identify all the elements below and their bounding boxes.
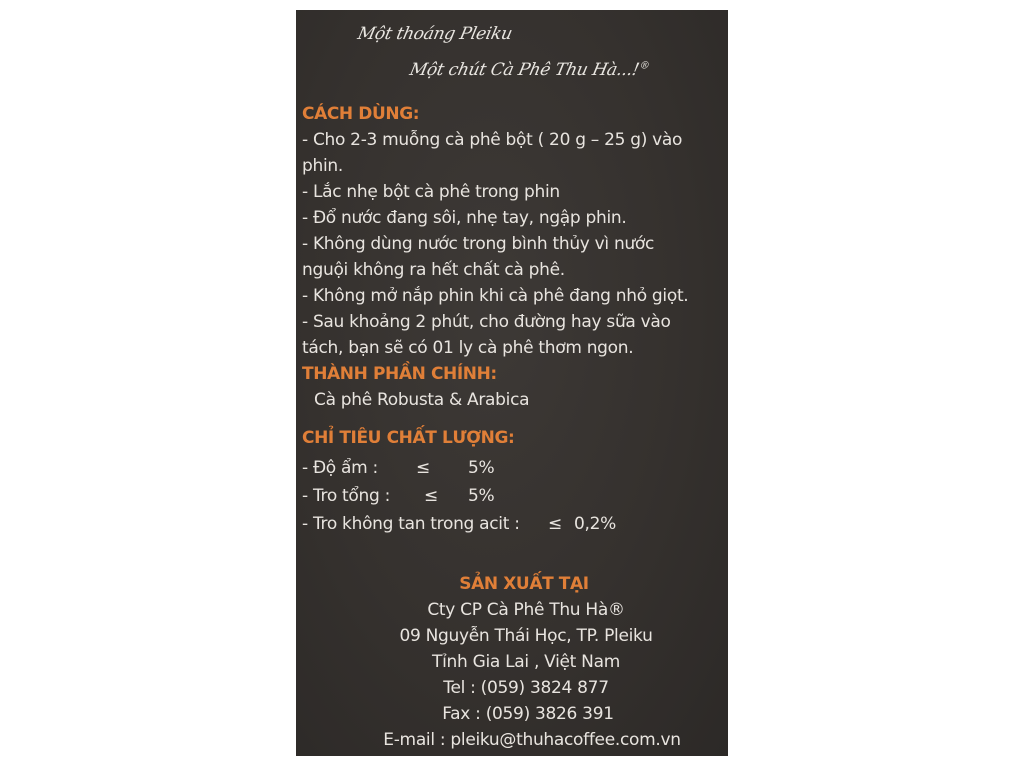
producer-province: Tỉnh Gia Lai , Việt Nam	[432, 652, 620, 672]
quality-value-insoluble-ash: 0,2%	[574, 514, 616, 534]
usage-line: - Không mở nắp phin khi cà phê đang nhỏ giọt.	[302, 286, 689, 306]
quality-label-insoluble-ash: - Tro không tan trong acit :	[302, 514, 520, 534]
usage-line: - Cho 2-3 muỗng cà phê bột ( 20 g – 25 g) vào	[302, 130, 683, 150]
producer-address: 09 Nguyễn Thái Học, TP. Pleiku	[399, 626, 653, 646]
quality-value-ash: 5%	[468, 486, 495, 506]
slogan-line-2-text: Một chút Cà Phê Thu Hà...!	[407, 60, 641, 80]
producer-company: Cty CP Cà Phê Thu Hà®	[427, 600, 625, 620]
usage-heading: CÁCH DÙNG:	[302, 104, 420, 124]
usage-line: - Không dùng nước trong bình thủy vì nước	[302, 234, 655, 254]
producer-email: E-mail : pleiku@thuhacoffee.com.vn	[383, 730, 681, 750]
ingredients-value: Cà phê Robusta & Arabica	[314, 390, 530, 410]
quality-sign-moisture: ≤	[416, 458, 430, 478]
usage-line: - Sau khoảng 2 phút, cho đường hay sữa vào	[302, 312, 671, 332]
quality-sign-insoluble-ash: ≤	[548, 514, 562, 534]
usage-line: nguội không ra hết chất cà phê.	[302, 260, 565, 280]
slogan-line-1: Một thoáng Pleiku	[355, 24, 514, 44]
quality-label-moisture: - Độ ẩm :	[302, 458, 378, 478]
ingredients-heading: THÀNH PHẦN CHÍNH:	[302, 364, 497, 384]
usage-line: - Đổ nước đang sôi, nhẹ tay, ngập phin.	[302, 208, 627, 228]
producer-heading: SẢN XUẤT TẠI	[459, 574, 589, 594]
coffee-package-label	[296, 10, 728, 756]
quality-label-ash: - Tro tổng :	[302, 486, 391, 506]
registered-mark: ®	[638, 60, 651, 72]
quality-sign-ash: ≤	[424, 486, 438, 506]
quality-value-moisture: 5%	[468, 458, 495, 478]
usage-line: - Lắc nhẹ bột cà phê trong phin	[302, 182, 560, 202]
usage-line: phin.	[302, 156, 343, 176]
producer-tel: Tel : (059) 3824 877	[443, 678, 609, 698]
usage-line: tách, bạn sẽ có 01 ly cà phê thơm ngon.	[302, 338, 634, 358]
producer-fax: Fax : (059) 3826 391	[442, 704, 614, 724]
slogan-line-2	[408, 60, 651, 80]
quality-heading: CHỈ TIÊU CHẤT LƯỢNG:	[302, 428, 515, 448]
